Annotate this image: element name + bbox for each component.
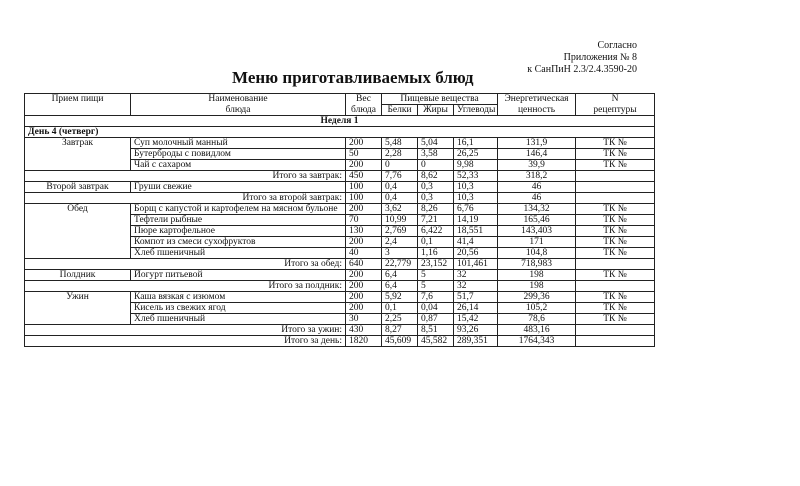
total-weight: 450	[346, 171, 382, 182]
dish-weight: 70	[346, 215, 382, 226]
dish-protein: 5,48	[382, 138, 418, 149]
dish-name: Компот из смеси сухофруктов	[131, 237, 346, 248]
dish-weight: 200	[346, 303, 382, 314]
dish-fat: 0,04	[418, 303, 454, 314]
dish-recipe: ТК №	[576, 270, 655, 281]
dish-protein: 6,4	[382, 270, 418, 281]
dish-carbs: 32	[454, 270, 498, 281]
meal-breakfast: Завтрак	[25, 138, 131, 171]
dish-protein: 2,4	[382, 237, 418, 248]
dish-energy: 146,4	[498, 149, 576, 160]
dish-weight: 200	[346, 270, 382, 281]
day-total-label: Итого за день:	[25, 336, 346, 347]
dish-recipe	[576, 182, 655, 193]
dish-fat: 3,58	[418, 149, 454, 160]
dish-recipe: ТК №	[576, 303, 655, 314]
dish-protein: 0,1	[382, 303, 418, 314]
week-label: Неделя 1	[25, 116, 655, 127]
dish-protein: 0,4	[382, 182, 418, 193]
dish-weight: 30	[346, 314, 382, 325]
total-row-snack	[25, 281, 655, 292]
dish-recipe: ТК №	[576, 204, 655, 215]
total-energy: 483,16	[498, 325, 576, 336]
dish-name: Тефтели рыбные	[131, 215, 346, 226]
total-label: Итого за завтрак:	[25, 171, 346, 182]
dish-name: Каша вязкая с изюмом	[131, 292, 346, 303]
dish-recipe: ТК №	[576, 160, 655, 171]
total-weight: 200	[346, 281, 382, 292]
table-row	[25, 292, 655, 303]
total-energy: 718,983	[498, 259, 576, 270]
total-recipe-empty	[576, 325, 655, 336]
dish-name: Хлеб пшеничный	[131, 248, 346, 259]
total-fat: 23,152	[418, 259, 454, 270]
dish-energy: 171	[498, 237, 576, 248]
header-energy-bottom: ценность	[498, 105, 576, 116]
total-recipe-empty	[576, 171, 655, 182]
dish-fat: 0,1	[418, 237, 454, 248]
day-row	[25, 127, 655, 138]
dish-weight: 200	[346, 237, 382, 248]
dish-carbs: 14,19	[454, 215, 498, 226]
dish-weight: 200	[346, 160, 382, 171]
dish-name: Чай с сахаром	[131, 160, 346, 171]
dish-weight: 200	[346, 204, 382, 215]
dish-fat: 7,6	[418, 292, 454, 303]
day-total-fat: 45,582	[418, 336, 454, 347]
menu-table	[24, 93, 655, 347]
total-label: Итого за второй завтрак:	[25, 193, 346, 204]
meal-second-breakfast: Второй завтрак	[25, 182, 131, 193]
dish-recipe: ТК №	[576, 226, 655, 237]
table-row	[25, 182, 655, 193]
approval-line-1: Согласно	[597, 40, 637, 51]
dish-protein: 2,25	[382, 314, 418, 325]
dish-carbs: 41,4	[454, 237, 498, 248]
dish-weight: 100	[346, 182, 382, 193]
table-header	[25, 94, 655, 116]
total-label: Итого за обед:	[25, 259, 346, 270]
total-energy: 46	[498, 193, 576, 204]
day-total-energy: 1764,343	[498, 336, 576, 347]
total-row-breakfast	[25, 171, 655, 182]
dish-recipe: ТК №	[576, 149, 655, 160]
total-fat: 5	[418, 281, 454, 292]
dish-energy: 105,2	[498, 303, 576, 314]
day-total-weight: 1820	[346, 336, 382, 347]
total-protein: 7,76	[382, 171, 418, 182]
table-body	[25, 116, 655, 347]
total-recipe-empty	[576, 193, 655, 204]
header-weight-bottom: блюда	[346, 105, 382, 116]
dish-weight: 40	[346, 248, 382, 259]
total-protein: 6,4	[382, 281, 418, 292]
meal-dinner: Ужин	[25, 292, 131, 325]
total-carbs: 52,33	[454, 171, 498, 182]
dish-carbs: 6,76	[454, 204, 498, 215]
dish-energy: 198	[498, 270, 576, 281]
total-carbs: 93,26	[454, 325, 498, 336]
total-carbs: 32	[454, 281, 498, 292]
header-protein: Белки	[382, 105, 418, 116]
dish-fat: 0	[418, 160, 454, 171]
header-nutrients: Пищевые вещества	[382, 94, 498, 105]
dish-carbs: 51,7	[454, 292, 498, 303]
dish-name: Хлеб пшеничный	[131, 314, 346, 325]
total-recipe-empty	[576, 259, 655, 270]
dish-fat: 7,21	[418, 215, 454, 226]
dish-carbs: 10,3	[454, 182, 498, 193]
total-weight: 640	[346, 259, 382, 270]
total-label: Итого за полдник:	[25, 281, 346, 292]
total-weight: 100	[346, 193, 382, 204]
dish-weight: 200	[346, 138, 382, 149]
dish-fat: 0,87	[418, 314, 454, 325]
dish-recipe: ТК №	[576, 314, 655, 325]
dish-protein: 2,769	[382, 226, 418, 237]
total-label: Итого за ужин:	[25, 325, 346, 336]
dish-energy: 78,6	[498, 314, 576, 325]
dish-carbs: 15,42	[454, 314, 498, 325]
dish-energy: 104,8	[498, 248, 576, 259]
dish-fat: 1,16	[418, 248, 454, 259]
dish-weight: 200	[346, 292, 382, 303]
header-recipe-bottom: рецептуры	[576, 105, 655, 116]
total-row-day	[25, 336, 655, 347]
total-row-dinner	[25, 325, 655, 336]
day-total-protein: 45,609	[382, 336, 418, 347]
dish-energy: 143,403	[498, 226, 576, 237]
day-total-recipe-empty	[576, 336, 655, 347]
dish-name: Суп молочный манный	[131, 138, 346, 149]
dish-fat: 8,26	[418, 204, 454, 215]
day-total-carbs: 289,351	[454, 336, 498, 347]
dish-name: Бутерброды с повидлом	[131, 149, 346, 160]
dish-fat: 5,04	[418, 138, 454, 149]
dish-recipe: ТК №	[576, 237, 655, 248]
dish-protein: 3	[382, 248, 418, 259]
dish-carbs: 18,551	[454, 226, 498, 237]
table-row	[25, 204, 655, 215]
dish-fat: 0,3	[418, 182, 454, 193]
approval-line-2: Приложения № 8	[563, 52, 637, 63]
total-carbs: 10,3	[454, 193, 498, 204]
dish-name: Йогурт питьевой	[131, 270, 346, 281]
dish-protein: 5,92	[382, 292, 418, 303]
dish-fat: 6,422	[418, 226, 454, 237]
table-row	[25, 270, 655, 281]
dish-name: Кисель из свежих ягод	[131, 303, 346, 314]
dish-carbs: 16,1	[454, 138, 498, 149]
dish-name: Груши свежие	[131, 182, 346, 193]
total-row-lunch	[25, 259, 655, 270]
header-name-top: Наименование	[131, 94, 346, 105]
header-recipe-top: N	[576, 94, 655, 105]
dish-fat: 5	[418, 270, 454, 281]
dish-protein: 0	[382, 160, 418, 171]
dish-carbs: 9,98	[454, 160, 498, 171]
meal-lunch: Обед	[25, 204, 131, 259]
document-title: Меню приготавливаемых блюд	[232, 68, 474, 87]
total-weight: 430	[346, 325, 382, 336]
dish-energy: 299,36	[498, 292, 576, 303]
dish-name: Пюре картофельное	[131, 226, 346, 237]
dish-energy: 39,9	[498, 160, 576, 171]
table-row	[25, 138, 655, 149]
total-energy: 198	[498, 281, 576, 292]
dish-energy: 134,32	[498, 204, 576, 215]
dish-protein: 3,62	[382, 204, 418, 215]
total-protein: 0,4	[382, 193, 418, 204]
day-label: День 4 (четверг)	[25, 127, 655, 138]
total-recipe-empty	[576, 281, 655, 292]
header-weight-top: Вес	[346, 94, 382, 105]
approval-stamp	[527, 40, 637, 76]
dish-protein: 10,99	[382, 215, 418, 226]
total-row-second-breakfast	[25, 193, 655, 204]
total-fat: 8,62	[418, 171, 454, 182]
week-row	[25, 116, 655, 127]
header-fat: Жиры	[418, 105, 454, 116]
approval-line-3: к СанПиН 2.3/2.4.3590-20	[527, 64, 637, 75]
dish-energy: 46	[498, 182, 576, 193]
header-name-bottom: блюда	[131, 105, 346, 116]
total-fat: 8,51	[418, 325, 454, 336]
total-fat: 0,3	[418, 193, 454, 204]
meal-snack: Полдник	[25, 270, 131, 281]
total-energy: 318,2	[498, 171, 576, 182]
dish-recipe: ТК №	[576, 138, 655, 149]
total-protein: 22,779	[382, 259, 418, 270]
dish-weight: 130	[346, 226, 382, 237]
dish-recipe: ТК №	[576, 215, 655, 226]
dish-recipe: ТК №	[576, 248, 655, 259]
total-carbs: 101,461	[454, 259, 498, 270]
dish-name: Борщ с капустой и картофелем на мясном бульоне	[131, 204, 346, 215]
dish-carbs: 20,56	[454, 248, 498, 259]
dish-energy: 165,46	[498, 215, 576, 226]
dish-weight: 50	[346, 149, 382, 160]
header-meal: Прием пищи	[25, 94, 131, 116]
dish-carbs: 26,14	[454, 303, 498, 314]
dish-protein: 2,28	[382, 149, 418, 160]
dish-carbs: 26,25	[454, 149, 498, 160]
dish-recipe: ТК №	[576, 292, 655, 303]
total-protein: 8,27	[382, 325, 418, 336]
dish-energy: 131,9	[498, 138, 576, 149]
header-energy-top: Энергетическая	[498, 94, 576, 105]
header-carbs: Углеводы	[454, 105, 498, 116]
